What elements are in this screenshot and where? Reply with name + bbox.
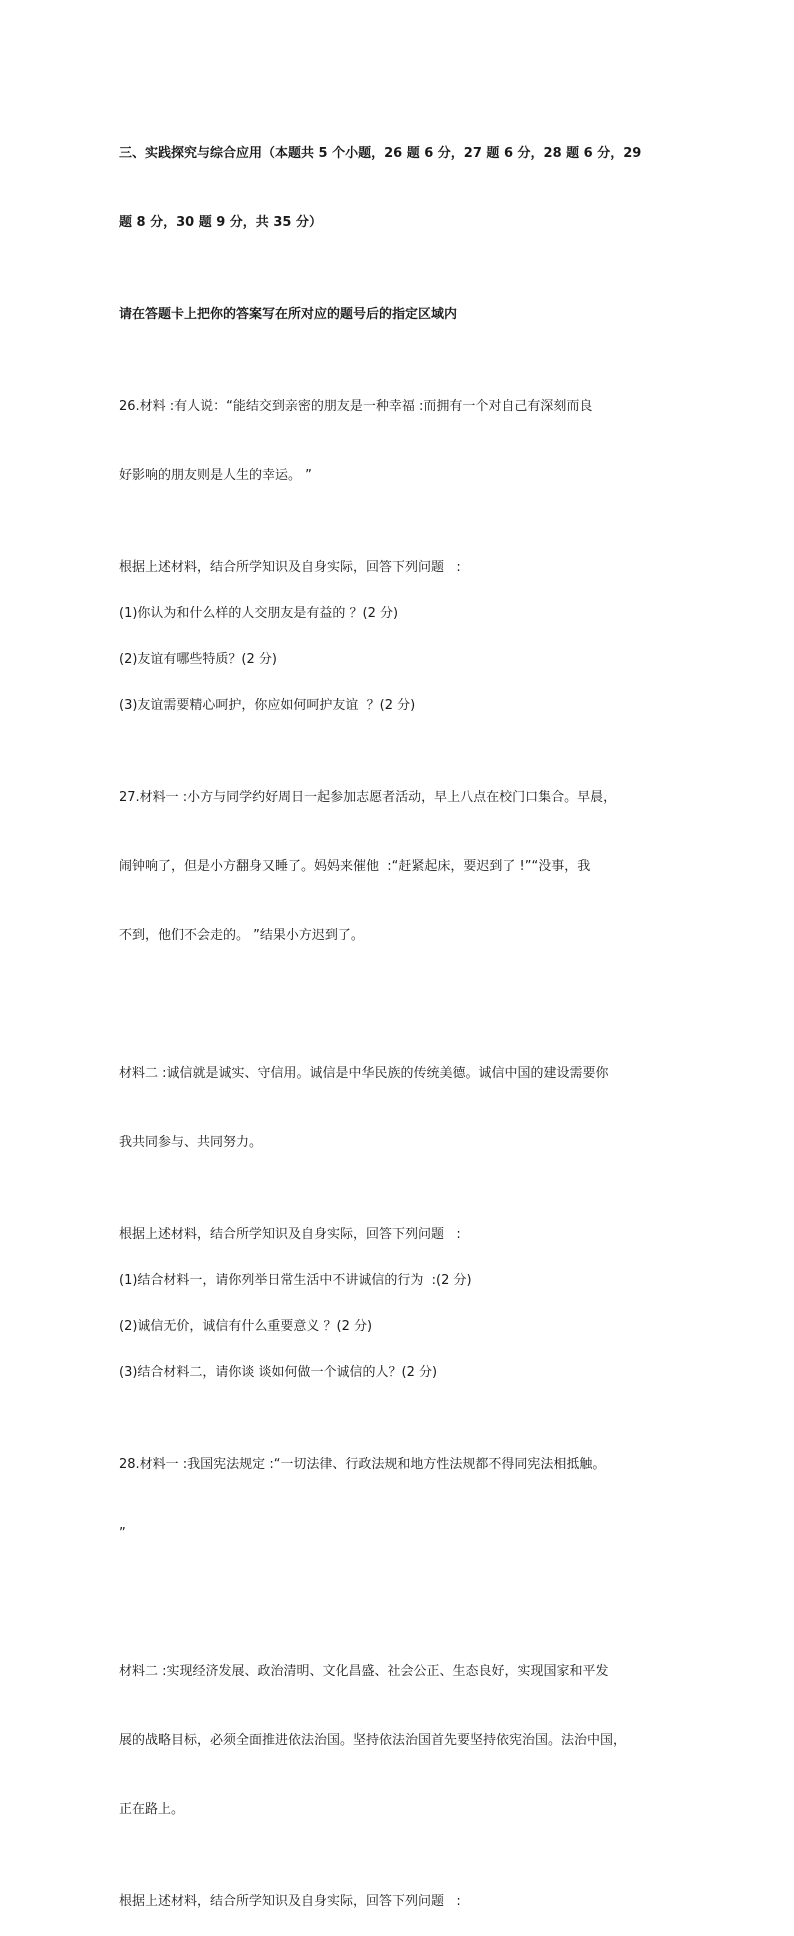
- material-line: 展的战略目标，必须全面推进依法治国。坚持依法治国首先要坚持依宪治国。法治中国，: [119, 1733, 627, 1748]
- q28-material-2: [119, 1614, 679, 1867]
- material-line: 材料二 :实现经济发展、政治清明、文化昌盛、社会公正、生态良好，实现国家和平发: [119, 1664, 609, 1679]
- material-line: 我共同参与、共同努力。: [119, 1135, 263, 1150]
- q26-sub-question-3: (3)友谊需要精心呵护，你应如何呵护友谊 ？(2 分): [119, 698, 416, 713]
- material-line: 材料二 :诚信就是诚实、守信用。诚信是中华民族的传统美德。诚信中国的建设需要你: [119, 1066, 609, 1081]
- material-line: 正在路上。: [119, 1802, 185, 1817]
- q28-material-1: [119, 1407, 679, 1591]
- q27-sub-question-2: (2)诚信无价，诚信有什么重要意义 ？(2 分): [119, 1319, 373, 1334]
- material-line: 好影响的朋友则是人生的幸运。 ”: [119, 468, 312, 483]
- material-line: 27.材料一 :小方与同学约好周日一起参加志愿者活动，早上八点在校门口集合。早晨，: [119, 790, 617, 805]
- q27-sub-question-1: (1)结合材料一，请你列举日常生活中不讲诚信的行为 :(2 分): [119, 1273, 472, 1288]
- q27-prompt: 根据上述材料，结合所学知识及自身实际，回答下列问题 :: [119, 1227, 461, 1242]
- q26-sub-question-2: (2)友谊有哪些特质？(2 分): [119, 652, 277, 667]
- material-line: 28.材料一 :我国宪法规定 :“一切法律、行政法规和地方性法规都不得同宪法相抵触。: [119, 1457, 606, 1472]
- q27-material-2: [119, 1016, 679, 1200]
- section-header: [119, 96, 679, 280]
- q26-sub-question-1: (1)你认为和什么样的人交朋友是有益的 ？(2 分): [119, 606, 399, 621]
- q27-sub-question-3: (3)结合材料二，请你谈 谈如何做一个诚信的人？(2 分): [119, 1365, 438, 1380]
- q26-prompt: 根据上述材料，结合所学知识及自身实际，回答下列问题 :: [119, 560, 461, 575]
- section-header-line: 题 8 分，30 题 9 分，共 35 分）: [119, 215, 322, 230]
- material-line: 26.材料 :有人说：“能结交到亲密的朋友是一种幸福 :而拥有一个对自己有深刻而良: [119, 399, 593, 414]
- material-line: ”: [119, 1526, 126, 1541]
- material-line: 不到，他们不会走的。 ”结果小方迟到了。: [119, 928, 364, 943]
- q26-material: [119, 349, 679, 533]
- q27-material-1: [119, 740, 679, 993]
- answer-instruction: 请在答题卡上把你的答案写在所对应的题号后的指定区域内: [119, 307, 458, 322]
- exam-page: [119, 96, 679, 1936]
- q28-prompt: 根据上述材料，结合所学知识及自身实际，回答下列问题 :: [119, 1894, 461, 1909]
- section-header-line: 三、实践探究与综合应用（本题共 5 个小题，26 题 6 分，27 题 6 分，28 题 6 分，29: [119, 146, 642, 161]
- material-line: 闹钟响了，但是小方翻身又睡了。妈妈来催他 :“赶紧起床，要迟到了 !”“没事，我: [119, 859, 591, 874]
